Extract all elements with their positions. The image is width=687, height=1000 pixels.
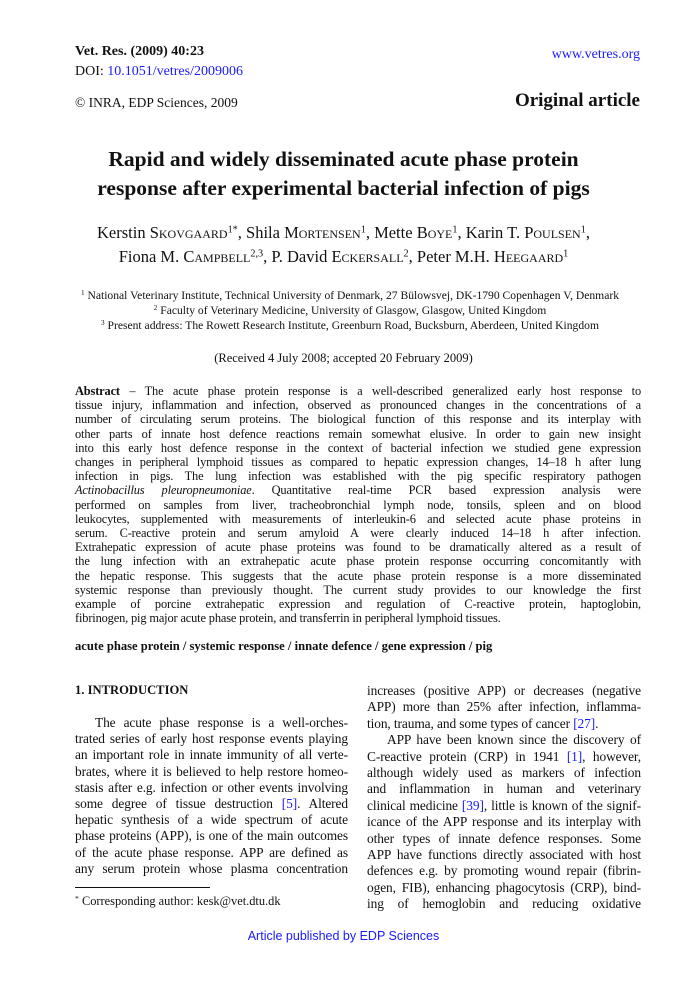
text-line [367, 831, 641, 847]
text-run: ogen, FIB), enhancing phagocytosis (CRP), bind- [367, 879, 641, 895]
text-run: example of porcine extrahepatic expression and regulation of C-reactive protein, haptoglobin, [75, 597, 641, 612]
text-run: , Karin T. [457, 223, 525, 242]
text-run: Poulsen [524, 223, 581, 242]
text-line [367, 880, 641, 896]
text-line [75, 611, 641, 625]
affiliations [50, 288, 650, 334]
text-line [50, 303, 650, 318]
text-run: leukocytes, supplemented with measurements of interleukin-6 and selected acute phase proteins in [75, 511, 641, 526]
text-line [75, 540, 641, 554]
keywords: acute phase protein / systemic response / innate defence / gene expression / pig [75, 639, 493, 653]
text-run: performed on samples from liver, tracheobronchial lymph node, tonsils, spleen and on blood [75, 497, 641, 512]
text-line [75, 455, 641, 469]
right-column-text [367, 683, 641, 913]
text-run: defences e.g. by promoting wound repair (fibrin- [367, 863, 641, 879]
text-run: an important role in innate immunity of all verte- [75, 747, 348, 763]
journal-citation: Vet. Res. (2009) 40:23 [75, 44, 204, 59]
text-run: , P. David [263, 247, 332, 266]
text-run: Eckersall [331, 247, 404, 266]
text-line [75, 483, 641, 497]
text-line [50, 318, 650, 333]
text-line [367, 814, 641, 830]
footnote-mark: * [75, 893, 79, 903]
text-line [0, 245, 687, 269]
text-run: , Mette [365, 223, 417, 242]
text-line [367, 863, 641, 879]
abstract [75, 384, 641, 625]
left-column-text [75, 715, 348, 877]
text-run: 2,3 [250, 248, 264, 260]
text-line [50, 288, 650, 303]
text-line [75, 764, 348, 780]
text-line [75, 412, 641, 426]
doi-line [75, 64, 243, 80]
text-run: other parts of innate host defence reactions remain somewhat elusive. In order to gain new insight [75, 426, 641, 441]
text-run: Boye [416, 223, 453, 242]
text-run: National Veterinary Institute, Technical University of Denmark, 27 Bülowsvej, DK-1790 Copenhagen V, Denmark [84, 289, 620, 302]
text-line [75, 498, 641, 512]
text-run: APP have been known since the discovery of [387, 732, 641, 748]
text-run: Present address: The Rowett Research Institute, Greenburn Road, Bucksburn, Aberdeen, United Kingdom [104, 319, 599, 333]
text-run: Mortensen [284, 223, 361, 242]
text-run: APP) more than 25% after infection, inflamma- [367, 699, 641, 715]
text-line [75, 731, 348, 747]
text-line [367, 798, 641, 814]
text-run: tion, trauma, and some types of cancer [367, 715, 574, 731]
text-run: , Peter M.H. [408, 247, 494, 266]
text-run: C-reactive protein (CRP) in 1941 [367, 748, 567, 764]
text-run: of the acute phase response. APP are defined as [75, 844, 348, 860]
text-line [75, 384, 641, 398]
text-run: Fiona M. [118, 247, 184, 266]
article-type: Original article [514, 90, 640, 111]
text-line [75, 469, 641, 483]
text-run: brates, where it is believed to help restore homeo- [75, 763, 348, 779]
author-list [0, 221, 687, 269]
text-run: . Quantitative real-time PCR based expression analysis were [251, 483, 641, 498]
footnote-rule [75, 887, 210, 888]
citation-link[interactable]: [5] [281, 796, 298, 812]
text-line [75, 398, 641, 412]
text-line [367, 847, 641, 863]
text-line [367, 732, 641, 748]
text-run: tissue injury, inflammation and infection, observed as pronounced changes in the concentrations of a [75, 398, 641, 413]
text-run: serum. C-reactive protein and serum amyloid A were clearly induced 14–18 h after infection. [75, 526, 641, 541]
text-run: 2 [153, 304, 158, 313]
text-run: 1* [227, 224, 238, 236]
text-run: stasis after e.g. infection or other events involving [75, 779, 348, 795]
text-line [75, 715, 348, 731]
text-run: , Shila [237, 223, 285, 242]
footnote-text: Corresponding author: kesk@vet.dtu.dk [78, 894, 281, 908]
text-run: 2 [403, 248, 409, 260]
text-line [75, 861, 348, 877]
text-run: Actinobacillus pleuropneumoniae [75, 483, 252, 498]
text-run: Skovgaard [149, 223, 228, 242]
text-run: Kerstin [97, 223, 150, 242]
text-run: the hepatic response. This suggests that the acute phase protein response is a more disseminated [75, 568, 641, 583]
section-heading: 1. INTRODUCTION [75, 683, 189, 697]
text-line [367, 896, 641, 912]
citation-link[interactable]: [1] [566, 748, 583, 764]
text-line [367, 765, 641, 781]
text-run: Heegaard [493, 247, 564, 266]
text-line [75, 828, 348, 844]
text-run: hepatic synthesis of a wide spectrum of acute [75, 812, 348, 828]
text-run: icance of the APP response and its interplay with [367, 814, 641, 830]
text-run: , [585, 223, 590, 242]
article-title [0, 145, 687, 203]
text-run: and inflammation in human and veterinary [367, 781, 641, 797]
text-run: 1 [563, 248, 569, 260]
text-run: some degree of tissue destruction [75, 796, 282, 812]
text-run: 1 [80, 289, 85, 298]
footnote [75, 894, 281, 909]
text-run: , little is known of the signif- [483, 797, 641, 813]
text-line [367, 683, 641, 699]
text-run: trated series of early host response events playing [75, 731, 348, 747]
text-run: Faculty of Veterinary Medicine, University of Glasgow, Glasgow, United Kingdom [157, 304, 547, 318]
copyright: © INRA, EDP Sciences, 2009 [75, 95, 238, 110]
text-line [75, 597, 641, 611]
text-run: fibrinogen, pig major acute phase protein, and transferrin in peripheral lymphoid tissues. [75, 611, 501, 626]
publisher-link[interactable]: Article published by EDP Sciences [247, 929, 440, 943]
text-line [75, 427, 641, 441]
doi-link[interactable]: 10.1051/vetres/2009006 [107, 64, 243, 79]
text-line [75, 845, 348, 861]
text-run: 1 [452, 224, 458, 236]
text-line [75, 526, 641, 540]
text-line [367, 749, 641, 765]
text-run: infection in pigs. The lung infection was established with the pig specific respiratory pathogen [75, 469, 641, 484]
text-line [367, 781, 641, 797]
text-run: 3 [101, 319, 105, 328]
text-run: . Altered [297, 796, 348, 812]
text-run: – The acute phase protein response is a well-described generalized early host response to [119, 384, 641, 398]
text-run: The acute phase response is a well-orches- [95, 715, 348, 730]
doi-label: DOI: [75, 64, 108, 79]
text-line [75, 512, 641, 526]
text-line [75, 441, 641, 455]
text-run: clinical medicine [367, 797, 462, 813]
text-run: Extrahepatic expression of acute phase proteins was found to be dramatically altered as a result of [75, 540, 641, 555]
text-run: phase proteins (APP), is one of the main outcomes [75, 828, 348, 844]
text-line [0, 221, 687, 245]
text-run: 1 [580, 224, 586, 236]
text-run: , however, [582, 748, 641, 764]
text-run: into this early host defence response in the context of bacterial infection we studied gene expression [75, 440, 641, 455]
title-line: Rapid and widely disseminated acute phase protein [108, 147, 579, 171]
text-run: ing of hemoglobin and reducing oxidative [367, 896, 641, 912]
text-run: 1 [360, 224, 366, 236]
citation-link[interactable]: [27] [573, 715, 596, 731]
text-run: any serum protein whose plasma concentration [75, 860, 348, 876]
text-run: systemic response than previously thought. The current study provides to our knowledge the first [75, 582, 641, 597]
text-line [75, 747, 348, 763]
text-run: Campbell [183, 247, 251, 266]
text-run: APP have functions directly associated with host [367, 847, 641, 863]
text-run: Abstract [75, 384, 120, 398]
publisher-footer [0, 929, 687, 943]
citation-link[interactable]: [39] [461, 797, 484, 813]
received-dates: (Received 4 July 2008; accepted 20 February 2009) [214, 351, 473, 365]
website-link[interactable]: www.vetres.org [551, 47, 640, 62]
text-line [75, 569, 641, 583]
text-line [75, 780, 348, 796]
text-line [75, 583, 641, 597]
text-line [75, 796, 348, 812]
text-line [367, 716, 641, 732]
text-run: although widely used as markers of infection [367, 765, 641, 781]
text-run: other types of innate defence responses. Some [367, 830, 641, 846]
text-run: . [595, 715, 599, 731]
text-line [367, 699, 641, 715]
text-line [75, 812, 348, 828]
text-line [75, 554, 641, 568]
text-run: changes in peripheral lymphoid tissues as compared to hepatic expression changes, 14–18 h after lung [75, 455, 641, 470]
text-run: increases (positive APP) or decreases (negative [367, 683, 641, 698]
title-line: response after experimental bacterial infection of pigs [97, 176, 590, 200]
text-run: number of circulating serum proteins. The biological function of this response and its interplay with [75, 412, 641, 427]
text-run: the lung infection with an extrahepatic acute phase protein response occurring concomitantly with [75, 554, 641, 569]
